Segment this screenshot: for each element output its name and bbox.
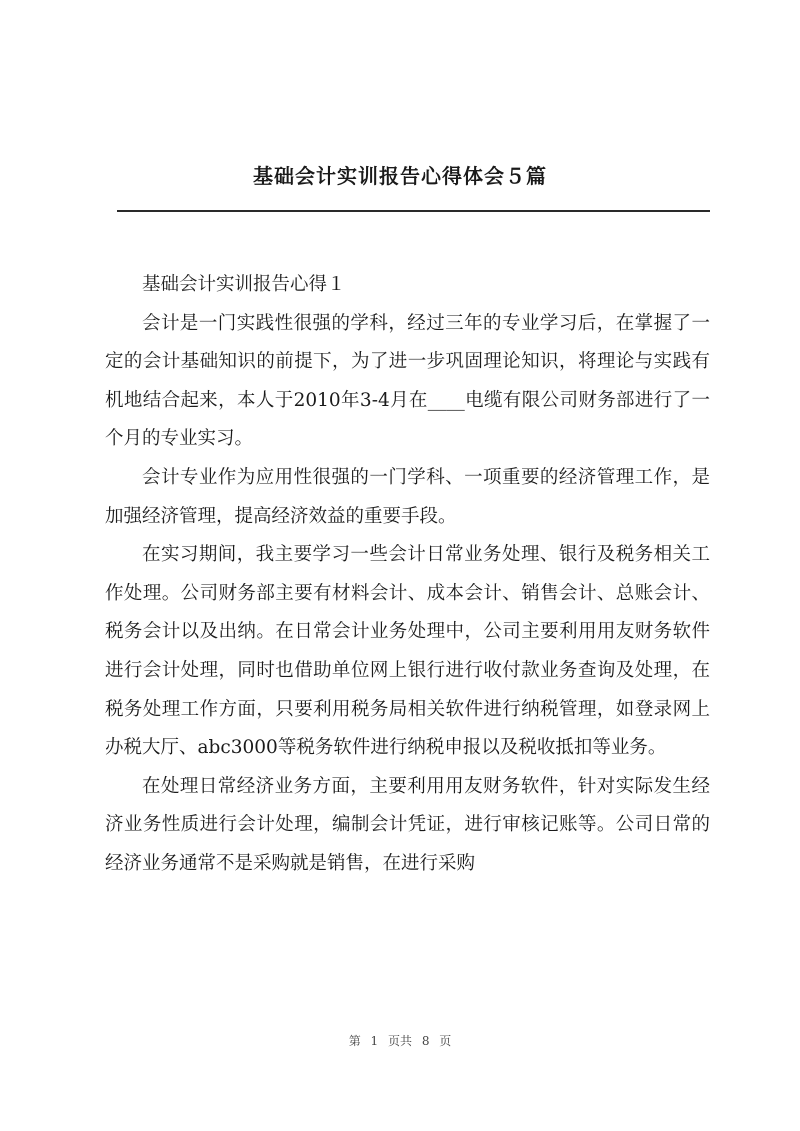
page-number: 第 1 页共 8 页	[348, 1034, 452, 1048]
paragraph: 在处理日常经济业务方面，主要利用用友财务软件，针对实际发生经济业务性质进行会计处理，编制会计凭证，进行审核记账等。公司日常的经济业务通常不是采购就是销售，在进行采购	[105, 775, 710, 874]
title-divider	[117, 210, 710, 212]
section-heading: 基础会计实训报告心得１	[142, 274, 346, 295]
paragraph: 会计是一门实践性很强的学科，经过三年的专业学习后，在掌握了一定的会计基础知识的前提下，为了进一步巩固理论知识，将理论与实践有机地结合起来，本人于2010年3-4月在____电缆有限公司财务部进行了一个月的专业实习。	[105, 312, 710, 450]
paragraph: 会计专业作为应用性很强的一门学科、一项重要的经济管理工作，是加强经济管理，提高经济效益的重要手段。	[105, 466, 710, 527]
document-title: 基础会计实训报告心得体会５篇	[253, 164, 547, 188]
document-body	[105, 266, 710, 884]
paragraph: 在实习期间，我主要学习一些会计日常业务处理、银行及税务相关工作处理。公司财务部主要有材料会计、成本会计、销售会计、总账会计、税务会计以及出纳。在日常会计业务处理中，公司主要利用用友财务软件进行会计处理，同时也借助单位网上银行进行收付款业务查询及处理，在税务处理工作方面，只要利用税务局相关软件进行纳税管理，如登录网上办税大厅、abc3000等税务软件进行纳税申报以及税收抵扣等业务。	[105, 544, 710, 759]
